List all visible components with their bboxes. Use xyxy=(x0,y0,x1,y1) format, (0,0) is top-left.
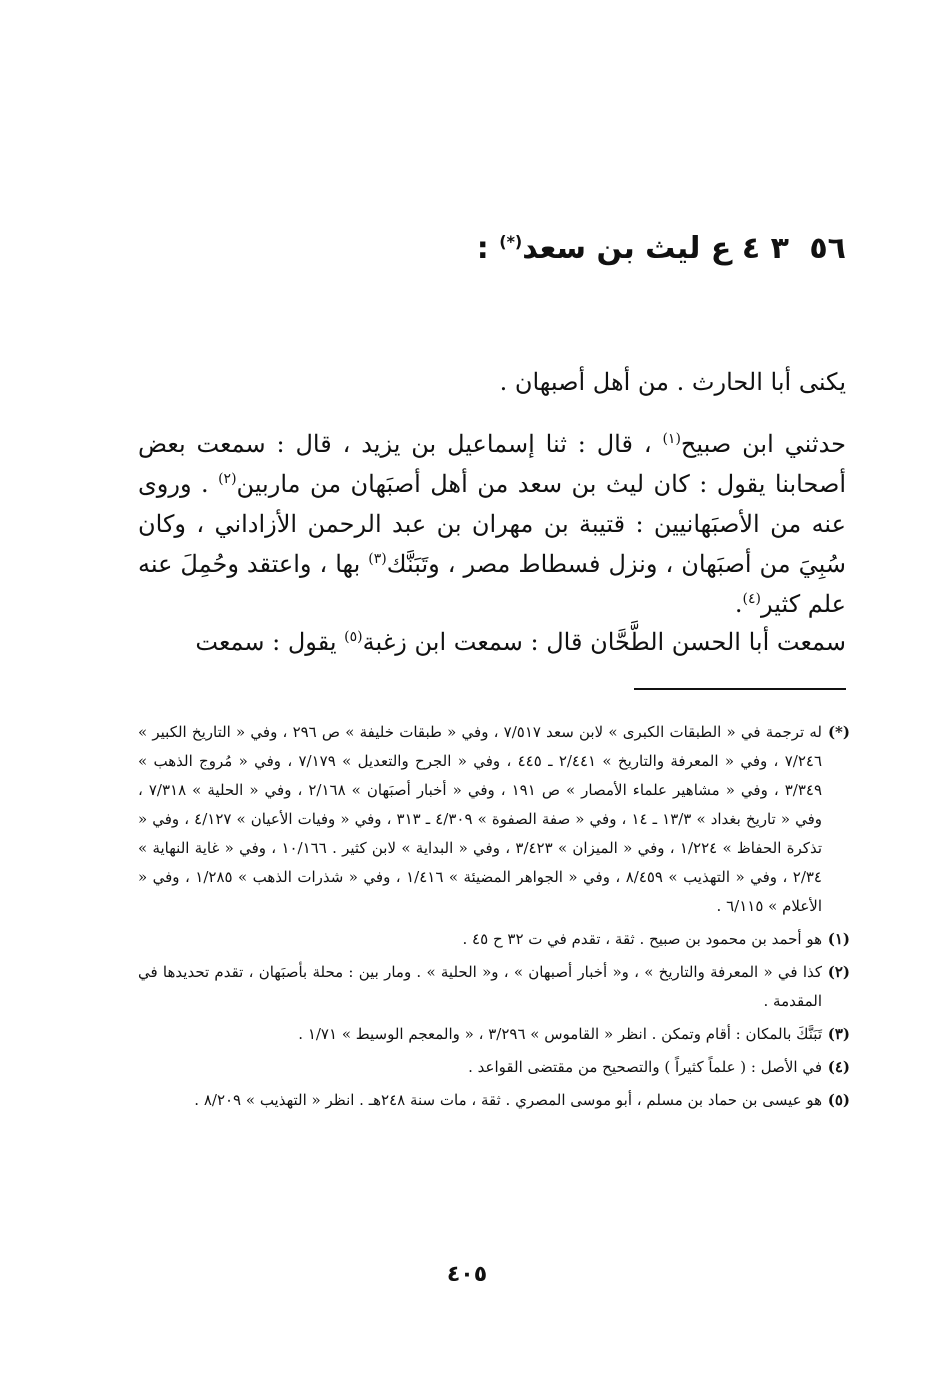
text-segment: . xyxy=(734,590,743,618)
footnote-mark: (*) xyxy=(827,723,850,741)
footnotes-section xyxy=(138,718,850,1119)
paragraph-narration xyxy=(138,424,846,624)
page-number: ٤٠٥ xyxy=(446,1262,488,1287)
footnote-star xyxy=(138,718,850,921)
footnote-text: هو أحمد بن محمود بن صبيح . ثقة ، تقدم في ت ٣٢ ح ٤٥ . xyxy=(462,930,822,948)
footnote-ref-3: (٣) xyxy=(368,551,387,567)
footnote-text: تَبَنَّكَ بالمكان : أقام وتمكن . انظر « القاموس » ٣/٢٩٦ ، « والمعجم الوسيط » ١/٧١ . xyxy=(298,1025,822,1043)
text-segment: ، قال : ثنا إسماعيل بن يزيد ، قال : سمعت بعض أصحابنا يقول : كان ليث بن سعد من أهل أصبَهان من ماربين xyxy=(138,430,846,498)
paragraph-continuation xyxy=(138,622,846,662)
footnote-ref-2: (٢) xyxy=(218,471,237,487)
footnote-mark: (٤) xyxy=(827,1058,850,1076)
footnote-mark: (٣) xyxy=(827,1025,850,1043)
footnote-divider xyxy=(634,688,846,690)
text-segment: . وروى عنه من الأصبَهانيين : قتيبة بن مهران بن عبد الرحمن الأزاداني ، وكان سُبِيَ من أصبَهان ، ونزل فسطاط مصر ، وتَبَنَّك xyxy=(138,470,846,578)
footnote-2 xyxy=(138,958,850,1016)
footnote-1 xyxy=(138,925,850,954)
footnote-text: هو عيسى بن حماد بن مسلم ، أبو موسى المصري . ثقة ، مات سنة ٢٤٨هـ . انظر « التهذيب » ٨/٢٠٩ . xyxy=(194,1091,822,1109)
entry-colon: : xyxy=(476,231,489,266)
footnote-mark: (٥) xyxy=(827,1091,850,1109)
footnote-ref-1: (١) xyxy=(662,431,681,447)
footnote-text: في الأصل : ( علماً كثيراً ) والتصحيح من مقتضى القواعد . xyxy=(468,1058,822,1076)
footnote-text: كذا في « المعرفة والتاريخ » ، و« أخبار أصبهان » ، و« الحلية » . ومار بين : محلة بأصبَهان ، تقدم تحديدها في المقدمة . xyxy=(138,963,822,1010)
entry-fraction: ٣ ٤ xyxy=(741,231,789,266)
entry-footnote-marker: (*) xyxy=(499,232,523,251)
text-segment: حدثني ابن صبيح xyxy=(680,430,846,458)
footnote-ref-4: (٤) xyxy=(742,591,761,607)
text-segment: سمعت أبا الحسن الطَّحَّان قال : سمعت ابن زغبة xyxy=(362,628,846,656)
footnote-5 xyxy=(138,1086,850,1115)
paragraph-kunya: يكنى أبا الحارث . من أهل أصبهان . xyxy=(499,368,846,396)
entry-number: ٥٦ xyxy=(809,231,846,266)
footnote-mark: (١) xyxy=(827,930,850,948)
entry-heading xyxy=(346,222,846,269)
footnote-4 xyxy=(138,1053,850,1082)
entry-name: ليث بن سعد xyxy=(522,231,701,266)
footnote-3 xyxy=(138,1020,850,1049)
text-segment: بها ، واعتقد وحُمِلَ عنه علم كثير xyxy=(138,550,846,618)
text-segment: يقول : سمعت xyxy=(195,628,345,656)
footnote-mark: (٢) xyxy=(827,963,850,981)
footnote-text: له ترجمة في « الطبقات الكبرى » لابن سعد ٧/٥١٧ ، وفي « طبقات خليفة » ص ٢٩٦ ، وفي « التاريخ الكبير » ٧/٢٤٦ ، وفي « المعرفة والتاريخ » ٢/٤٤١ ـ ٤٤٥ ، وفي « الجرح والتعديل » ٧/١٧٩ ، وفي « مُروج الذهب » ٣/٣٤٩ ، وفي « مشاهير علماء الأمصار » ص ١٩١ ، وفي « أخبار أصبَهان » ٢/١٦٨ ، وفي « الحلية » ٧/٣١٨ ، وفي « تاريخ بغداد » ١٣/٣ ـ ١٤ ، وفي « صفة الصفوة » ٤/٣٠٩ ـ ٣١٣ ، وفي « وفيات الأعيان » ٤/١٢٧ ، وفي « تذكرة الحفاظ » ١/٢٢٤ ، وفي « الميزان » ٣/٤٢٣ ، وفي « البداية » لابن كثير . ١٠/١٦٦ ، وفي « غاية النهاية » ٢/٣٤ ، وفي « التهذيب » ٨/٤٥٩ ، وفي « الجواهر المضيئة » ١/٤١٦ ، وفي « شذرات الذهب » ١/٢٨٥ ، وفي « الأعلام » ٦/١١٥ . xyxy=(138,723,823,915)
footnote-ref-5: (٥) xyxy=(344,629,363,645)
entry-code: ع xyxy=(710,231,732,266)
